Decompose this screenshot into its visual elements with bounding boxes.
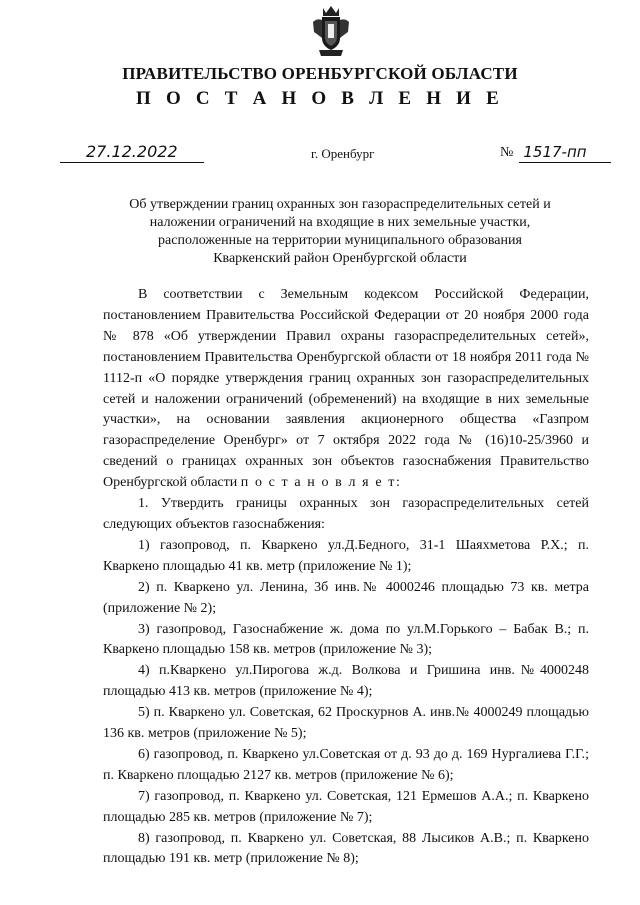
number-sign: № <box>500 145 514 160</box>
subject-line: расположенные на территории муниципального образования <box>158 233 522 248</box>
document-date: 27.12.2022 <box>60 142 204 163</box>
document-body <box>103 285 589 870</box>
list-item: 5) п. Кваркено ул. Советская, 62 Проскурнов А. инв.№ 4000249 площадью 136 кв. метров (приложение № 5); <box>103 705 589 742</box>
list-item: 3) газопровод, Газоснабжение ж. дома по ул.М.Горького – Бабак В.; п. Кваркено площадью 158 кв. метров (приложение № 3); <box>103 621 589 658</box>
subject-line: Об утверждении границ охранных зон газораспределительных сетей и <box>129 197 551 212</box>
document-city: г. Оренбург <box>311 146 375 161</box>
document-number: 1517-пп <box>519 142 611 163</box>
list-item: 6) газопровод, п. Кваркено ул.Советская от д. 93 до д. 169 Нургалиева Г.Г.; п. Кваркено площадью 2127 кв. метров (приложение № 6); <box>103 746 589 783</box>
list-item: 1) газопровод, п. Кваркено ул.Д.Бедного, 31-1 Шаяхметова Р.Х.; п. Кваркено площадью 41 кв. метр (приложение № 1); <box>103 537 589 574</box>
decree-word: п о с т а н о в л я е т: <box>240 475 402 491</box>
document-subject <box>100 196 580 268</box>
orenburg-coat-of-arms-icon <box>311 4 351 58</box>
subject-line: наложении ограничений на входящие в них земельные участки, <box>149 215 531 230</box>
preamble-text: В соответствии с Земельным кодексом Российской Федерации, постановлением Правительства Российской Федерации от 20 ноября 2000 года № 878 «Об утверждении Правил охраны газораспределительных сетей», постановлением Правительства Оренбургской области от 18 ноября 2011 года № 1112-п «О порядке утверждения границ охранных зон газораспределительных сетей и наложении ограничений (обременений) на входящие в них земельные участки», на основании заявления акционерного общества «Газпром газораспределение Оренбург» от 7 октября 2022 года № (16)10-25/3960 и сведений о границах охранных зон объектов газоснабжения Правительство Оренбургской области <box>103 287 589 491</box>
list-item: 8) газопровод, п. Кваркено ул. Советская, 88 Лысиков А.В.; п. Кваркено площадью 191 кв. метр (приложение № 8); <box>103 830 589 867</box>
document-type: П О С Т А Н О В Л Е Н И Е <box>136 88 504 109</box>
list-item: 7) газопровод, п. Кваркено ул. Советская, 121 Ермешов А.А.; п. Кваркено площадью 285 кв. метров (приложение № 7); <box>103 788 589 825</box>
subject-line: Кваркенский район Оренбургской области <box>213 251 467 266</box>
list-item: 1. Утвердить границы охранных зон газораспределительных сетей следующих объектов газоснабжения: <box>103 496 589 532</box>
list-item: 4) п.Кваркено ул.Пирогова ж.д. Волкова и Гришина инв.№4000248 площадью 413 кв. метров (приложение № 4); <box>103 663 589 700</box>
list-item: 2) п. Кваркено ул. Ленина, 3б инв.№ 4000246 площадью 73 кв. метра (приложение № 2); <box>103 579 589 616</box>
government-name: ПРАВИТЕЛЬСТВО ОРЕНБУРГСКОЙ ОБЛАСТИ <box>122 64 518 83</box>
preamble-paragraph <box>103 285 589 494</box>
document-number-block <box>500 142 611 163</box>
